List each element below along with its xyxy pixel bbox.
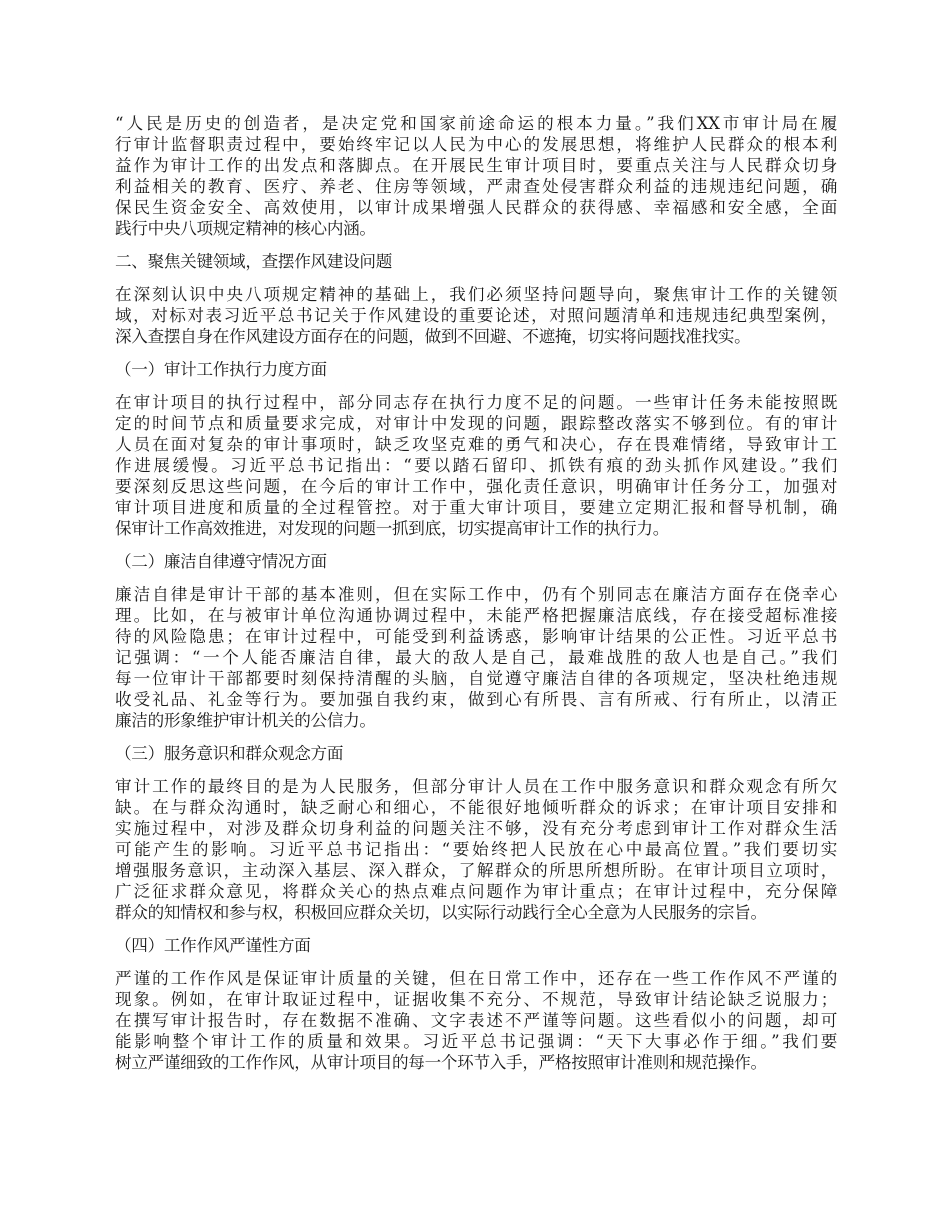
text-line: 待的风险隐患；在审计过程中，可能受到利益诱惑，影响审计结果的公正性。习近平总书 — [115, 627, 837, 646]
text-line: 域，对标对表习近平总书记关于作风建设的重要论述，对照问题清单和违规违纪典型案例， — [115, 306, 837, 325]
text-line: 深入查摆自身在作风建设方面存在的问题，做到不回避、不遮掩，切实将问题找准找实。 — [115, 327, 751, 346]
text-line: 广泛征求群众意见，将群众关心的热点难点问题作为审计重点；在审计过程中，充分保障 — [115, 882, 837, 901]
text-line: 践行中央八项规定精神的核心内涵。 — [115, 219, 376, 238]
body-paragraph — [115, 776, 837, 923]
subsection-heading — [115, 359, 837, 380]
body-paragraph — [115, 968, 837, 1073]
subsection-heading — [115, 551, 837, 572]
text-line: 利益相关的教育、医疗、养老、住房等领域，严肃查处侵害群众利益的违规违纪问题，确 — [115, 177, 837, 196]
subsection-heading — [115, 935, 837, 956]
text-line: 理。比如，在与被审计单位沟通协调过程中，未能严格把握廉洁底线，存在接受超标准接 — [115, 606, 837, 625]
text-line: 审计工作的最终目的是为人民服务，但部分审计人员在工作中服务意识和群众观念有所欠 — [115, 777, 837, 796]
text-line: 定的时间节点和质量要求完成，对审计中发现的问题，跟踪整改落实不够到位。有的审计 — [115, 414, 837, 433]
heading-text: （二）廉洁自律遵守情况方面 — [115, 552, 327, 571]
heading-text: （一）审计工作执行力度方面 — [115, 360, 327, 379]
text-line: 廉洁的形象维护审计机关的公信力。 — [115, 711, 376, 730]
text-line: 严谨的工作作风是保证审计质量的关键，但在日常工作中，还存在一些工作作风不严谨的 — [115, 969, 837, 988]
text-line: 要深刻反思这些问题，在今后的审计工作中，强化责任意识，明确审计任务分工，加强对 — [115, 477, 837, 496]
text-line: 在深刻认识中央八项规定精神的基础上，我们必须坚持问题导向，聚焦审计工作的关键领 — [115, 285, 837, 304]
text-line: 实施过程中，对涉及群众切身利益的问题关注不够，没有充分考虑到审计工作对群众生活 — [115, 819, 837, 838]
text-line: 群众的知情权和参与权，积极回应群众关切，以实际行动践行全心全意为人民服务的宗旨。 — [115, 903, 767, 922]
section-intro-paragraph — [115, 284, 837, 347]
text-line: 在撰写审计报告时，存在数据不准确、文字表述不严谨等问题。这些看似小的问题，却可 — [115, 1011, 837, 1030]
text-line: “人民是历史的创造者，是决定党和国家前途命运的根本力量。”我们XX市审计局在履 — [115, 114, 837, 133]
text-line: 行审计监督职责过程中，要始终牢记以人民为中心的发展思想，将维护人民群众的根本利 — [115, 135, 837, 154]
text-line: 可能产生的影响。习近平总书记指出：“要始终把人民放在心中最高位置。”我们要切实 — [115, 840, 837, 859]
subsection-heading — [115, 743, 837, 764]
text-line: 保审计工作高效推进，对发现的问题一抓到底，切实提高审计工作的执行力。 — [115, 519, 669, 538]
text-line: 现象。例如，在审计取证过程中，证据收集不充分、不规范，导致审计结论缺乏说服力； — [115, 990, 837, 1009]
intro-paragraph — [115, 113, 837, 239]
text-line: 每一位审计干部都要时刻保持清醒的头脑，自觉遵守廉洁自律的各项规定，坚决杜绝违规 — [115, 669, 837, 688]
body-paragraph — [115, 392, 837, 539]
text-line: 缺。在与群众沟通时，缺乏耐心和细心，不能很好地倾听群众的诉求；在审计项目安排和 — [115, 798, 837, 817]
document-page — [115, 113, 837, 1085]
text-line: 记强调：“一个人能否廉洁自律，最大的敌人是自己，最难战胜的敌人也是自己。”我们 — [115, 648, 837, 667]
text-line: 能影响整个审计工作的质量和效果。习近平总书记强调：“天下大事必作于细。”我们要 — [115, 1032, 837, 1051]
text-line: 人员在面对复杂的审计事项时，缺乏攻坚克难的勇气和决心，存在畏难情绪，导致审计工 — [115, 435, 837, 454]
text-line: 保民生资金安全、高效使用，以审计成果增强人民群众的获得感、幸福感和安全感，全面 — [115, 198, 837, 217]
text-line: 树立严谨细致的工作作风，从审计项目的每一个环节入手，严格按照审计准则和规范操作。 — [115, 1053, 767, 1072]
text-line: 增强服务意识，主动深入基层、深入群众，了解群众的所思所想所盼。在审计项目立项时， — [115, 861, 837, 880]
text-line: 在审计项目的执行过程中，部分同志存在执行力度不足的问题。一些审计任务未能按照既 — [115, 393, 837, 412]
text-line: 收受礼品、礼金等行为。要加强自我约束，做到心有所畏、言有所戒、行有所止，以清正 — [115, 690, 837, 709]
heading-text: （四）工作作风严谨性方面 — [115, 936, 311, 955]
heading-text: （三）服务意识和群众观念方面 — [115, 744, 344, 763]
heading-text: 二、聚焦关键领域，查摆作风建设问题 — [115, 252, 392, 271]
body-paragraph — [115, 584, 837, 731]
text-line: 审计项目进度和质量的全过程管控。对于重大审计项目，要建立定期汇报和督导机制，确 — [115, 498, 837, 517]
text-line: 作进展缓慢。习近平总书记指出：“要以踏石留印、抓铁有痕的劲头抓作风建设。”我们 — [115, 456, 837, 475]
text-line: 益作为审计工作的出发点和落脚点。在开展民生审计项目时，要重点关注与人民群众切身 — [115, 156, 837, 175]
text-line: 廉洁自律是审计干部的基本准则，但在实际工作中，仍有个别同志在廉洁方面存在侥幸心 — [115, 585, 837, 604]
section-heading — [115, 251, 837, 272]
